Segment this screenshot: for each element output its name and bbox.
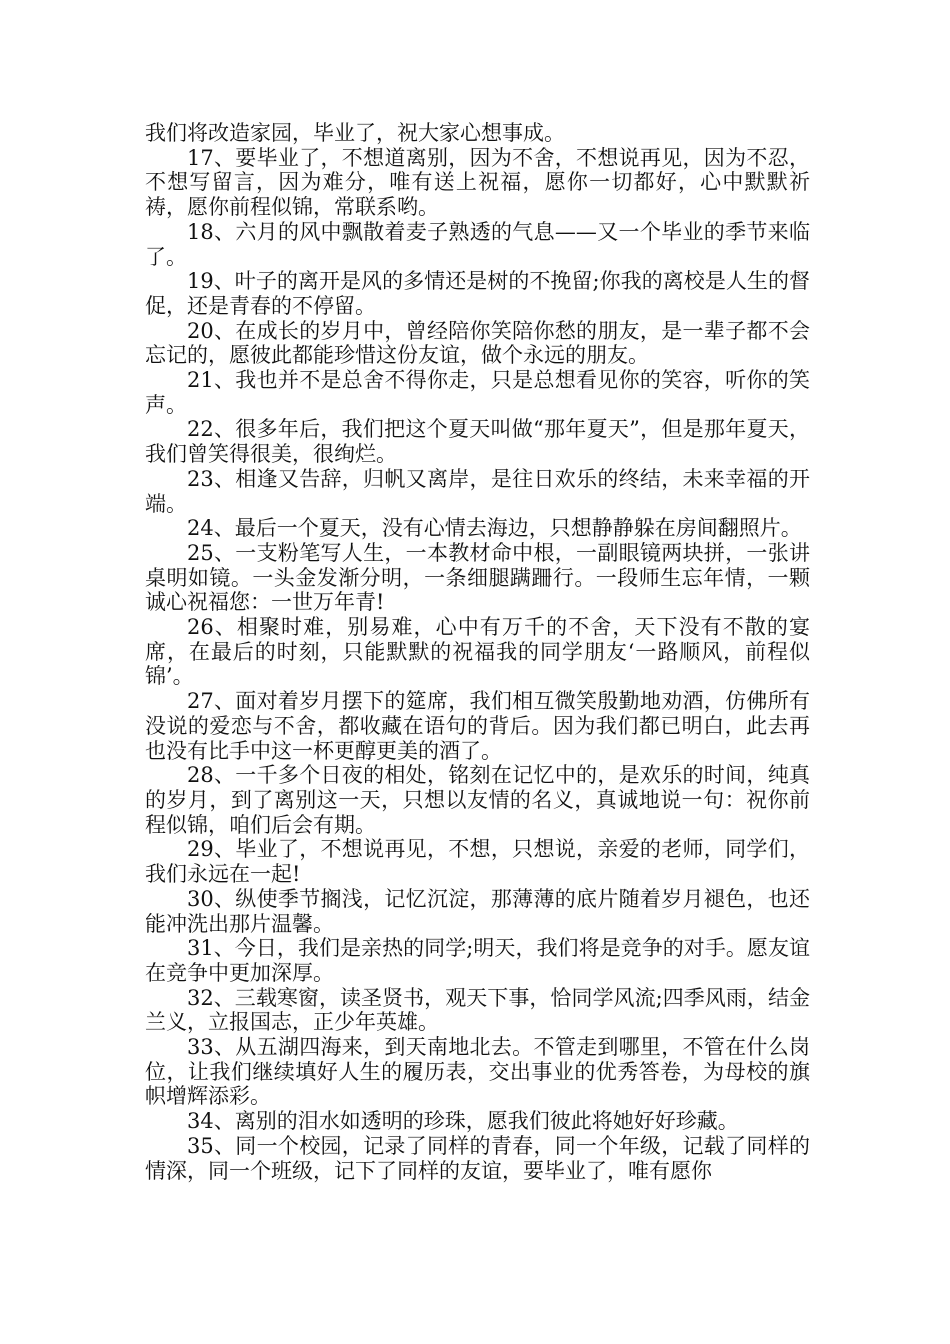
paragraph-30: 30、纵使季节搁浅，记忆沉淀，那薄薄的底片随着岁月褪色，也还能冲洗出那片温馨。 xyxy=(145,886,810,936)
paragraph-17: 17、要毕业了，不想道离别，因为不舍，不想说再见，因为不忍，不想写留言，因为难分，唯有送上祝福，愿你一切都好，心中默默祈祷，愿你前程似锦，常联系哟。 xyxy=(145,145,810,220)
paragraph-32: 32、三载寒窗，读圣贤书，观天下事，恰同学风流;四季风雨，结金兰义，立报国志，正少年英雄。 xyxy=(145,985,810,1035)
paragraph-continuation: 我们将改造家园，毕业了，祝大家心想事成。 xyxy=(145,121,565,145)
paragraph-25: 25、一支粉笔写人生，一本教材命中根，一副眼镜两块拼，一张讲桌明如镜。一头金发渐分明，一条细腿蹒跚行。一段师生忘年情，一颗诚心祝福您：一世万年青! xyxy=(145,540,810,615)
paragraph-28: 28、一千多个日夜的相处，铭刻在记忆中的，是欢乐的时间，纯真的岁月，到了离别这一天，只想以友情的名义，真诚地说一句：祝你前程似锦，咱们后会有期。 xyxy=(145,763,810,837)
paragraph-34: 34、离别的泪水如透明的珍珠，愿我们彼此将她好好珍藏。 xyxy=(187,1109,739,1134)
paragraph-23: 23、相逢又告辞，归帆又离岸，是往日欢乐的终结，未来幸福的开端。 xyxy=(145,466,810,516)
paragraph-24: 24、最后一个夏天，没有心情去海边，只想静静躲在房间翻照片。 xyxy=(187,516,802,541)
paragraph-18: 18、六月的风中飘散着麦子熟透的气息——又一个毕业的季节来临了。 xyxy=(145,219,810,269)
document-body xyxy=(145,121,810,1183)
paragraph-27: 27、面对着岁月摆下的筵席，我们相互微笑殷勤地劝酒，仿佛所有没说的爱恋与不舍，都收藏在语句的背后。因为我们都已明白，此去再也没有比手中这一杯更醇更美的酒了。 xyxy=(145,689,810,763)
paragraph-33: 33、从五湖四海来，到天南地北去。不管走到哪里，不管在什么岗位，让我们继续填好人生的履历表，交出事业的优秀答卷，为母校的旗帜增辉添彩。 xyxy=(145,1035,810,1109)
paragraph-26: 26、相聚时难，别易难，心中有万千的不舍，天下没有不散的宴席，在最后的时刻，只能默默的祝福我的同学朋友‘一路顺风，前程似锦’。 xyxy=(145,615,810,689)
paragraph-20: 20、在成长的岁月中，曾经陪你笑陪你愁的朋友，是一辈子都不会忘记的，愿彼此都能珍惜这份友谊，做个永远的朋友。 xyxy=(145,318,810,368)
paragraph-29: 29、毕业了，不想说再见，不想，只想说，亲爱的老师，同学们，我们永远在一起! xyxy=(145,837,810,887)
paragraph-31: 31、今日，我们是亲热的同学;明天，我们将是竞争的对手。愿友谊在竞争中更加深厚。 xyxy=(145,936,810,985)
paragraph-19: 19、叶子的离开是风的多情还是树的不挽留;你我的离校是人生的督促，还是青春的不停留。 xyxy=(145,269,810,318)
paragraph-22: 22、很多年后，我们把这个夏天叫做“那年夏天”，但是那年夏天，我们曾笑得很美，很绚烂。 xyxy=(145,417,810,467)
paragraph-21: 21、我也并不是总舍不得你走，只是总想看见你的笑容，听你的笑声。 xyxy=(145,368,810,417)
paragraph-35: 35、同一个校园，记录了同样的青春，同一个年级，记载了同样的情深，同一个班级，记下了同样的友谊，要毕业了，唯有愿你 xyxy=(145,1133,810,1183)
